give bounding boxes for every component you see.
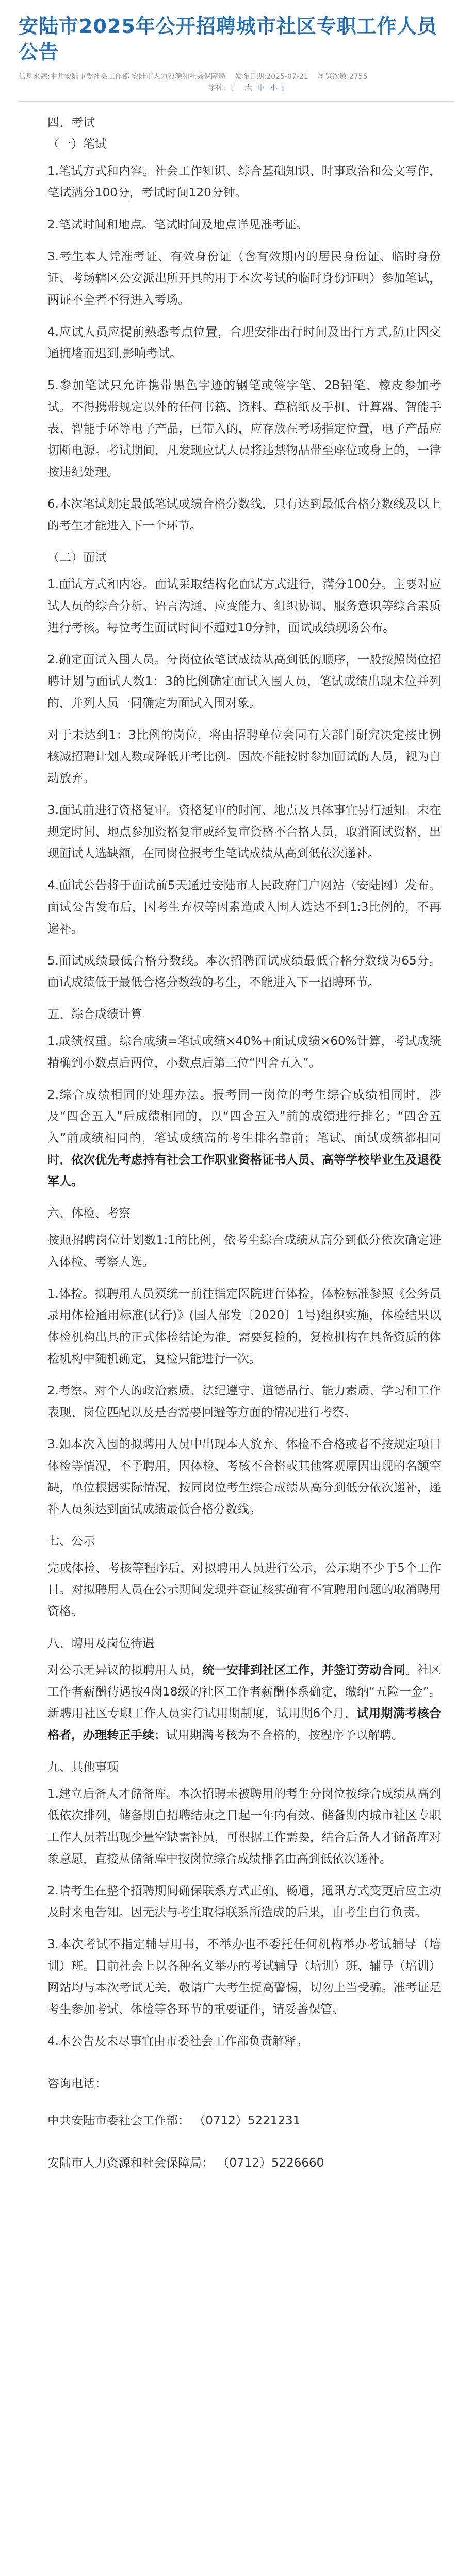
- font-bracket-open: [: [231, 84, 234, 92]
- font-size-controls: [231, 84, 291, 92]
- font-small-link[interactable]: 小: [270, 84, 278, 92]
- paragraph: 5.面试成绩最低合格分数线。本次招聘面试成绩最低合格分数线为65分。面试成绩低于最低合格分数线的考生，不能进入下一招聘环节。: [47, 954, 441, 989]
- paragraph-text: 对公示无异议的拟聘用人员，: [47, 1664, 203, 1677]
- contact-phone-social-work: 中共安陆市委社会工作部： （0712）5221231: [47, 2114, 301, 2128]
- paragraph: 3.考生本人凭准考证、有效身份证（含有效期内的居民身份证、临时身份证、考场辖区公安派出所开具的用于本次考试的临时身份证明）参加笔试，两证不全者不得进入考场。: [47, 250, 441, 307]
- paragraph: 对于未达到1：3比例的岗位，将由招聘单位会同有关部门研究决定按比例核减招聘计划人数或降低开考比例。因故不能按时参加面试的人员，视为自动放弃。: [47, 728, 441, 785]
- paragraph: 4.面试公告将于面试前5天通过安陆市人民政府门户网站（安陆网）发布。面试公告发布后，因考生弃权等因素造成入围人选达不到1:3比例的，不再递补。: [47, 879, 441, 936]
- paragraph: 1.体检。拟聘用人员须统一前往指定医院进行体检，体检标准参照《公务员录用体检通用标准(试行)》(国人部发〔2020〕1号)组织实施，体检结果以体检机构出具的正式体检结论为准。需要复检的，复检机构在具备资质的体检机构中随机确定，复检只能进行一次。: [47, 1287, 441, 1366]
- article-header: [0, 0, 473, 94]
- paragraph-bold-text: 依次优先考虑持有社会工作职业资格证书人员、高等学校毕业生及退役军人。: [47, 1153, 441, 1188]
- paragraph: 3.面试前进行资格复审。资格复审的时间、地点及具体事宜另行通知。未在规定时间、地点参加资格复审或经复审资格不合格人员，取消面试资格，出现面试人选缺额，在同岗位报考生笔试成绩从高到低依次递补。: [47, 804, 441, 860]
- paragraph: 完成体检、考核等程序后，对拟聘用人员进行公示，公示期不少于5个工作日。对拟聘用人员在公示期间发现并查证核实确有不宜聘用问题的取消聘用资格。: [47, 1561, 441, 1618]
- paragraph: 1.成绩权重。综合成绩=笔试成绩×40%+面试成绩×60%计算，考试成绩精确到小数点后两位，小数点后第三位“四舍五入”。: [47, 1035, 441, 1070]
- paragraph: 2.考察。对个人的政治素质、法纪遵守、道德品行、能力素质、学习和工作表现、岗位匹配以及是否需要回避等方面的情况进行考察。: [47, 1384, 441, 1419]
- paragraph: 3.如本次入围的拟聘用人员中出现本人放弃、体检不合格或者不按规定项目体检等情况，不予聘用，因体检、考核不合格或其他客观原因出现的名额空缺，单位根据实际情况，按同岗位考生综合成绩从高分到低分依次递补，递补人员须达到面试成绩最低合格分数线。: [47, 1438, 441, 1516]
- section-heading-physical-exam: 六、体检、考察: [47, 1207, 131, 1220]
- paragraph: 2.请考生在整个招聘期间确保联系方式正确、畅通，通讯方式变更后应主动及时来电告知。因无法与考生取得联系所造成的后果，由考生自行负责。: [47, 1884, 441, 1919]
- article-title: 安陆市2025年公开招聘城市社区专职工作人员公告: [19, 15, 437, 63]
- paragraph: 5.参加笔试只允许携带黑色字迹的钢笔或签字笔、2B铅笔、橡皮参加考试。不得携带规定以外的任何书籍、资料、草稿纸及手机、计算器、智能手表、智能手环等电子产品，已带入的，应存放在考场指定位置，电子产品应切断电源。考试期间，凡发现应试人员将违禁物品带至座位或身上的，一律按违纪处理。: [47, 379, 441, 479]
- paragraph: 2.确定面试入围人员。分岗位依笔试成绩从高到低的顺序，一般按照岗位招聘计划与面试人数1：3的比例确定面试入围人员，笔试成绩出现末位并列的，并列人员一同确定为面试入围对象。: [47, 653, 441, 710]
- paragraph-bold-text: 试用期满考核合格者，办理转正手续: [47, 1707, 442, 1742]
- font-size-label: 字体:: [208, 84, 226, 92]
- paragraph: 1.建立后备人才储备库。本次招聘未被聘用的考生分岗位按综合成绩从高到低依次排列，储备期自招聘结束之日起一年内有效。储备期内城市社区专职工作人员若出现少量空缺需补员，可根据工作需要，结合后备人才储备库对象意愿，直接从储备库中按岗位综合成绩排名由高到低依次递补。: [47, 1787, 441, 1866]
- paragraph: 4.本公告及未尽事宜由市委社会工作部负责解释。: [47, 2035, 308, 2048]
- paragraph: 1.笔试方式和内容。社会工作知识、综合基础知识、时事政治和公文写作，笔试满分100分，考试时间120分钟。: [47, 164, 441, 200]
- subsection-interview: （二）面试: [47, 551, 107, 564]
- article-body: [0, 102, 473, 2174]
- paragraph: 2.笔试时间和地点。笔试时间及地点详见准考证。: [47, 218, 308, 231]
- font-bracket-close: ]: [281, 84, 284, 92]
- meta-views: 浏览次数:2755: [318, 73, 368, 81]
- section-heading-other: 九、其他事项: [47, 1760, 119, 1774]
- contact-block: [47, 2073, 441, 2174]
- paragraph-text: 。社区工作者薪酬待遇按4岗18级的社区工作者薪酬体系确定，缴纳“五险一金”。新聘用社区专职工作人员实行试用期制度，试用期6个月，: [47, 1664, 441, 1720]
- section-heading-publicity: 七、公示: [47, 1535, 95, 1548]
- contact-label: 咨询电话：: [47, 2077, 107, 2090]
- subsection-written-exam: （一）笔试: [47, 138, 107, 151]
- paragraph: 4.应试人员应提前熟悉考点位置，合理安排出行时间及出行方式,防止因交通拥堵而迟到,影响考试。: [47, 325, 441, 360]
- paragraph-bold-text: 统一安排到社区工作，并签订劳动合同: [202, 1664, 405, 1677]
- paragraph-text: ；试用期满考核为不合格的，按程序予以解聘。: [154, 1729, 403, 1742]
- article-meta: [19, 71, 454, 94]
- section-heading-employment: 八、聘用及岗位待遇: [47, 1637, 154, 1650]
- paragraph: 1.面试方式和内容。面试采取结构化面试方式进行，满分100分。主要对应试人员的综合分析、语言沟通、应变能力、组织协调、服务意识等综合素质进行考核。每位考生面试时间不超过10分钟，面试成绩现场公布。: [47, 578, 441, 635]
- section-heading-exam: 四、考试: [47, 116, 95, 129]
- paragraph: 按照招聘岗位计划数1:1的比例，依考生综合成绩从高分到低分依次确定进入体检、考察人选。: [47, 1234, 441, 1269]
- paragraph: [47, 1084, 441, 1192]
- paragraph-text: 2.综合成绩相同的处理办法。报考同一岗位的考生综合成绩相同时，涉及“四舍五入”后成绩相同的，以“四舍五入”前的成绩进行排名；“四舍五入”前成绩相同的，笔试成绩高的考生排名靠前；笔试、面试成绩都相同时，: [47, 1088, 441, 1167]
- meta-source: 信息来源:中共安陆市委社会工作部 安陆市人力资源和社会保障局: [19, 73, 226, 81]
- contact-phone-hr-bureau: 安陆市人力资源和社会保障局： （0712）5226660: [47, 2156, 324, 2170]
- paragraph: 3.本次考试不指定辅导用书，不举办也不委托任何机构举办考试辅导（培训）班。目前社会上以各种名义举办的考试辅导（培训）班、辅导（培训）网站均与本次考试无关，敬请广大考生提高警惕，切勿上当受骗。准考证是考生参加考试、体检等各环节的重要证件，请妥善保管。: [47, 1938, 441, 2016]
- paragraph: [47, 1659, 441, 1746]
- font-large-link[interactable]: 大: [244, 84, 252, 92]
- section-heading-score: 五、综合成绩计算: [47, 1008, 142, 1021]
- meta-date: 发布日期:2025-07-21: [235, 73, 308, 81]
- paragraph: 6.本次笔试划定最低笔试成绩合格分数线，只有达到最低合格分数线及以上的考生才能进入下一个环节。: [47, 497, 441, 533]
- font-medium-link[interactable]: 中: [257, 84, 265, 92]
